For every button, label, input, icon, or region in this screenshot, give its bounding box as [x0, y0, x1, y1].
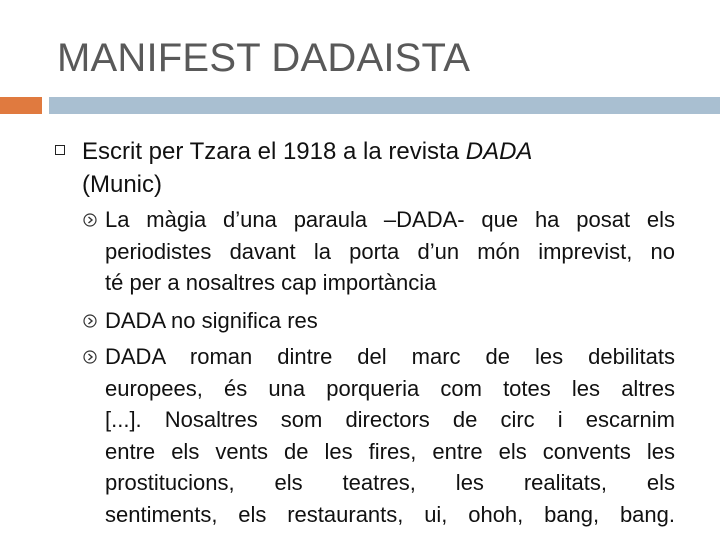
- bullet-level1-line2: (Munic): [82, 171, 163, 198]
- sub-bullet-3-line: DADA roman dintre del marc de les debilitats: [105, 344, 675, 369]
- sub-bullet-3-line: prostitucions, els teatres, les realitats, els: [105, 470, 675, 495]
- sub-bullet-1-line: La màgia d’una paraula –DADA- que ha posat els: [105, 207, 675, 232]
- sub-bullet-1: [83, 204, 675, 299]
- sub-bullet-2-line: DADA no significa res: [105, 308, 318, 333]
- bullet-level1-text: Escrit per Tzara el 1918 a la revista: [82, 138, 466, 165]
- sub-bullet-3-line: [...]. Nosaltres som directors de circ i escarnim: [105, 407, 675, 432]
- circled-arrow-bullet-icon: [83, 314, 97, 328]
- accent-bar-orange: [0, 97, 42, 114]
- accent-bar-blue: [49, 97, 720, 114]
- bullet-level1-italic: DADA: [465, 138, 533, 165]
- circled-arrow-bullet-icon: [83, 350, 97, 364]
- bullet-level1: [55, 135, 655, 201]
- sub-bullet-3-line: sentiments, els restaurants, ui, ohoh, bang, bang.: [105, 501, 675, 527]
- sub-bullet-2: [83, 305, 675, 337]
- circled-arrow-bullet-icon: [83, 213, 97, 227]
- sub-bullet-3-line: entre els vents de les fires, entre els convents les: [105, 438, 675, 464]
- sub-bullet-1-line: té per a nosaltres cap importància: [105, 270, 437, 295]
- square-bullet-icon: [55, 145, 65, 155]
- sub-bullet-3: [83, 341, 675, 530]
- sub-bullet-3-line: europees, és una porqueria com totes les altres: [105, 375, 675, 401]
- sub-bullet-1-line: periodistes davant la porta d’un món imprevist, no: [105, 238, 675, 264]
- slide-title: MANIFEST DADAISTA: [57, 36, 471, 80]
